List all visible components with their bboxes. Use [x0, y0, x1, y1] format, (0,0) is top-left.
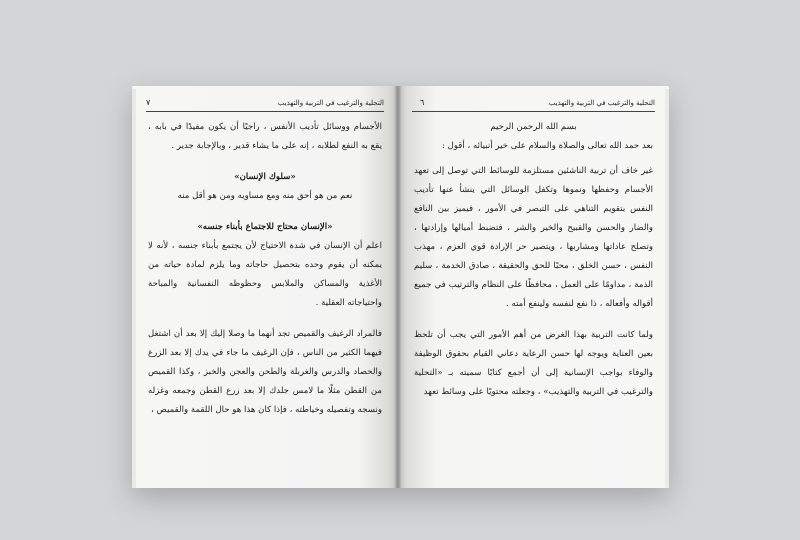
left-line-1: نعم من هو أحق منه ومع مساويه ومن هو أقل منه	[177, 191, 353, 201]
right-page	[398, 86, 669, 488]
open-book	[132, 86, 669, 488]
left-paragraph-2: اعلم أن الإنسان في شدة الاحتياج لأن يجتمع بأبناء جنسه ، لأنه لا يمكنه أن يقوم وحده بتحصيل حاجاته وما يلزم لمادة حياته من الأغذية والمساكن والملابس وحظوظه النفسانية والمباحة واحتياجاته العقلية .	[148, 241, 382, 308]
right-paragraph-2: ولما كانت التربية بهذا الغرض من أهم الأمور التي يجب أن تلحظ بعين العناية ويوجه لها حسن الرعاية دعاني القيام بحقوق الوظيفة والوفاء بواجب الإنسانية إلى أن أجمع كتابًا سميته بـ «التحلية والترغيب في التربية والتهذيب» ، وجعلته محتويًا على وسائط تعهد	[414, 330, 653, 397]
left-page-body	[148, 118, 382, 474]
right-page-body	[414, 118, 653, 474]
left-running-title: التحلية والترغيب في التربية والتهذيب	[277, 99, 384, 107]
left-paragraph-3: فالمراد الرغيف والقميص تجد أنهما ما وصلا إليك إلا بعد أن اشتغل فيهما الكثير من الناس ، فإن الرغيف ما جاء في يدك إلا بعد الزرع والحصاد والدرس والغربلة والطحن والعجن والخبز ، وكذا القميص من القطن مثلًا ما لامس جلدك إلا بعد زرع القطن وجمعه وغزله ونسجه وتفصيله وخياطته ، فإذا كان هذا هو حال اللقمة والقميص ،	[148, 329, 382, 415]
book-spine	[394, 86, 402, 488]
page-edge-right	[665, 89, 669, 488]
right-line-1: بعد حمد الله تعالى والصلاة والسلام على خير أنبيائه ، أقول :	[441, 141, 653, 151]
left-page-number: ٧	[146, 98, 151, 107]
right-paragraph-1: غير خاف أن تربية الناشئين مستلزمة للوسائط التي توصل إلى تعهد الأجسام وحفظها ونموها وتكفل الوسائل التي ينشأ عنها تأديب النفس بتقويم التناهي على التبصر في الأمور ، فيميز بين النافع والضار والحسن والقبيح والخير والشر ، فتضبط أميالها وإرادتها ، وتصلح عاداتها ومشاربها ، ويتصير حر الإرادة قوي العزم ، مهذب النفس ، حسن الخلق ، محبًا للحق والحقيقة ، صادق الخدمة ، سليم الذمة ، مداومًا على العمل ، محافظًا على النظام والترتيب في جميع أقواله وأفعاله ، ذا نفع لنفسه ولينفع أمته .	[414, 166, 653, 309]
left-page	[132, 86, 398, 488]
left-heading-2: «الإنسان محتاج للاجتماع بأبناء جنسه»	[197, 222, 333, 232]
left-paragraph-1: الأجسام ووسائل تأديب الأنفس ، راجيًا أن يكون مفيدًا في بابه ، يقع به النفع لطلابه ، إنه على ما يشاء قدير ، وبالإجابة جدير .	[148, 122, 382, 151]
right-page-number: ٦	[420, 98, 425, 107]
left-page-header	[146, 97, 384, 112]
page-edge-left	[132, 89, 136, 488]
right-page-header	[412, 97, 655, 112]
left-heading-1: «سلوك الإنسان»	[234, 172, 296, 182]
basmala: بسم الله الرحمن الرحيم	[490, 122, 577, 132]
right-running-title: التحلية والترغيب في التربية والتهذيب	[548, 99, 655, 107]
